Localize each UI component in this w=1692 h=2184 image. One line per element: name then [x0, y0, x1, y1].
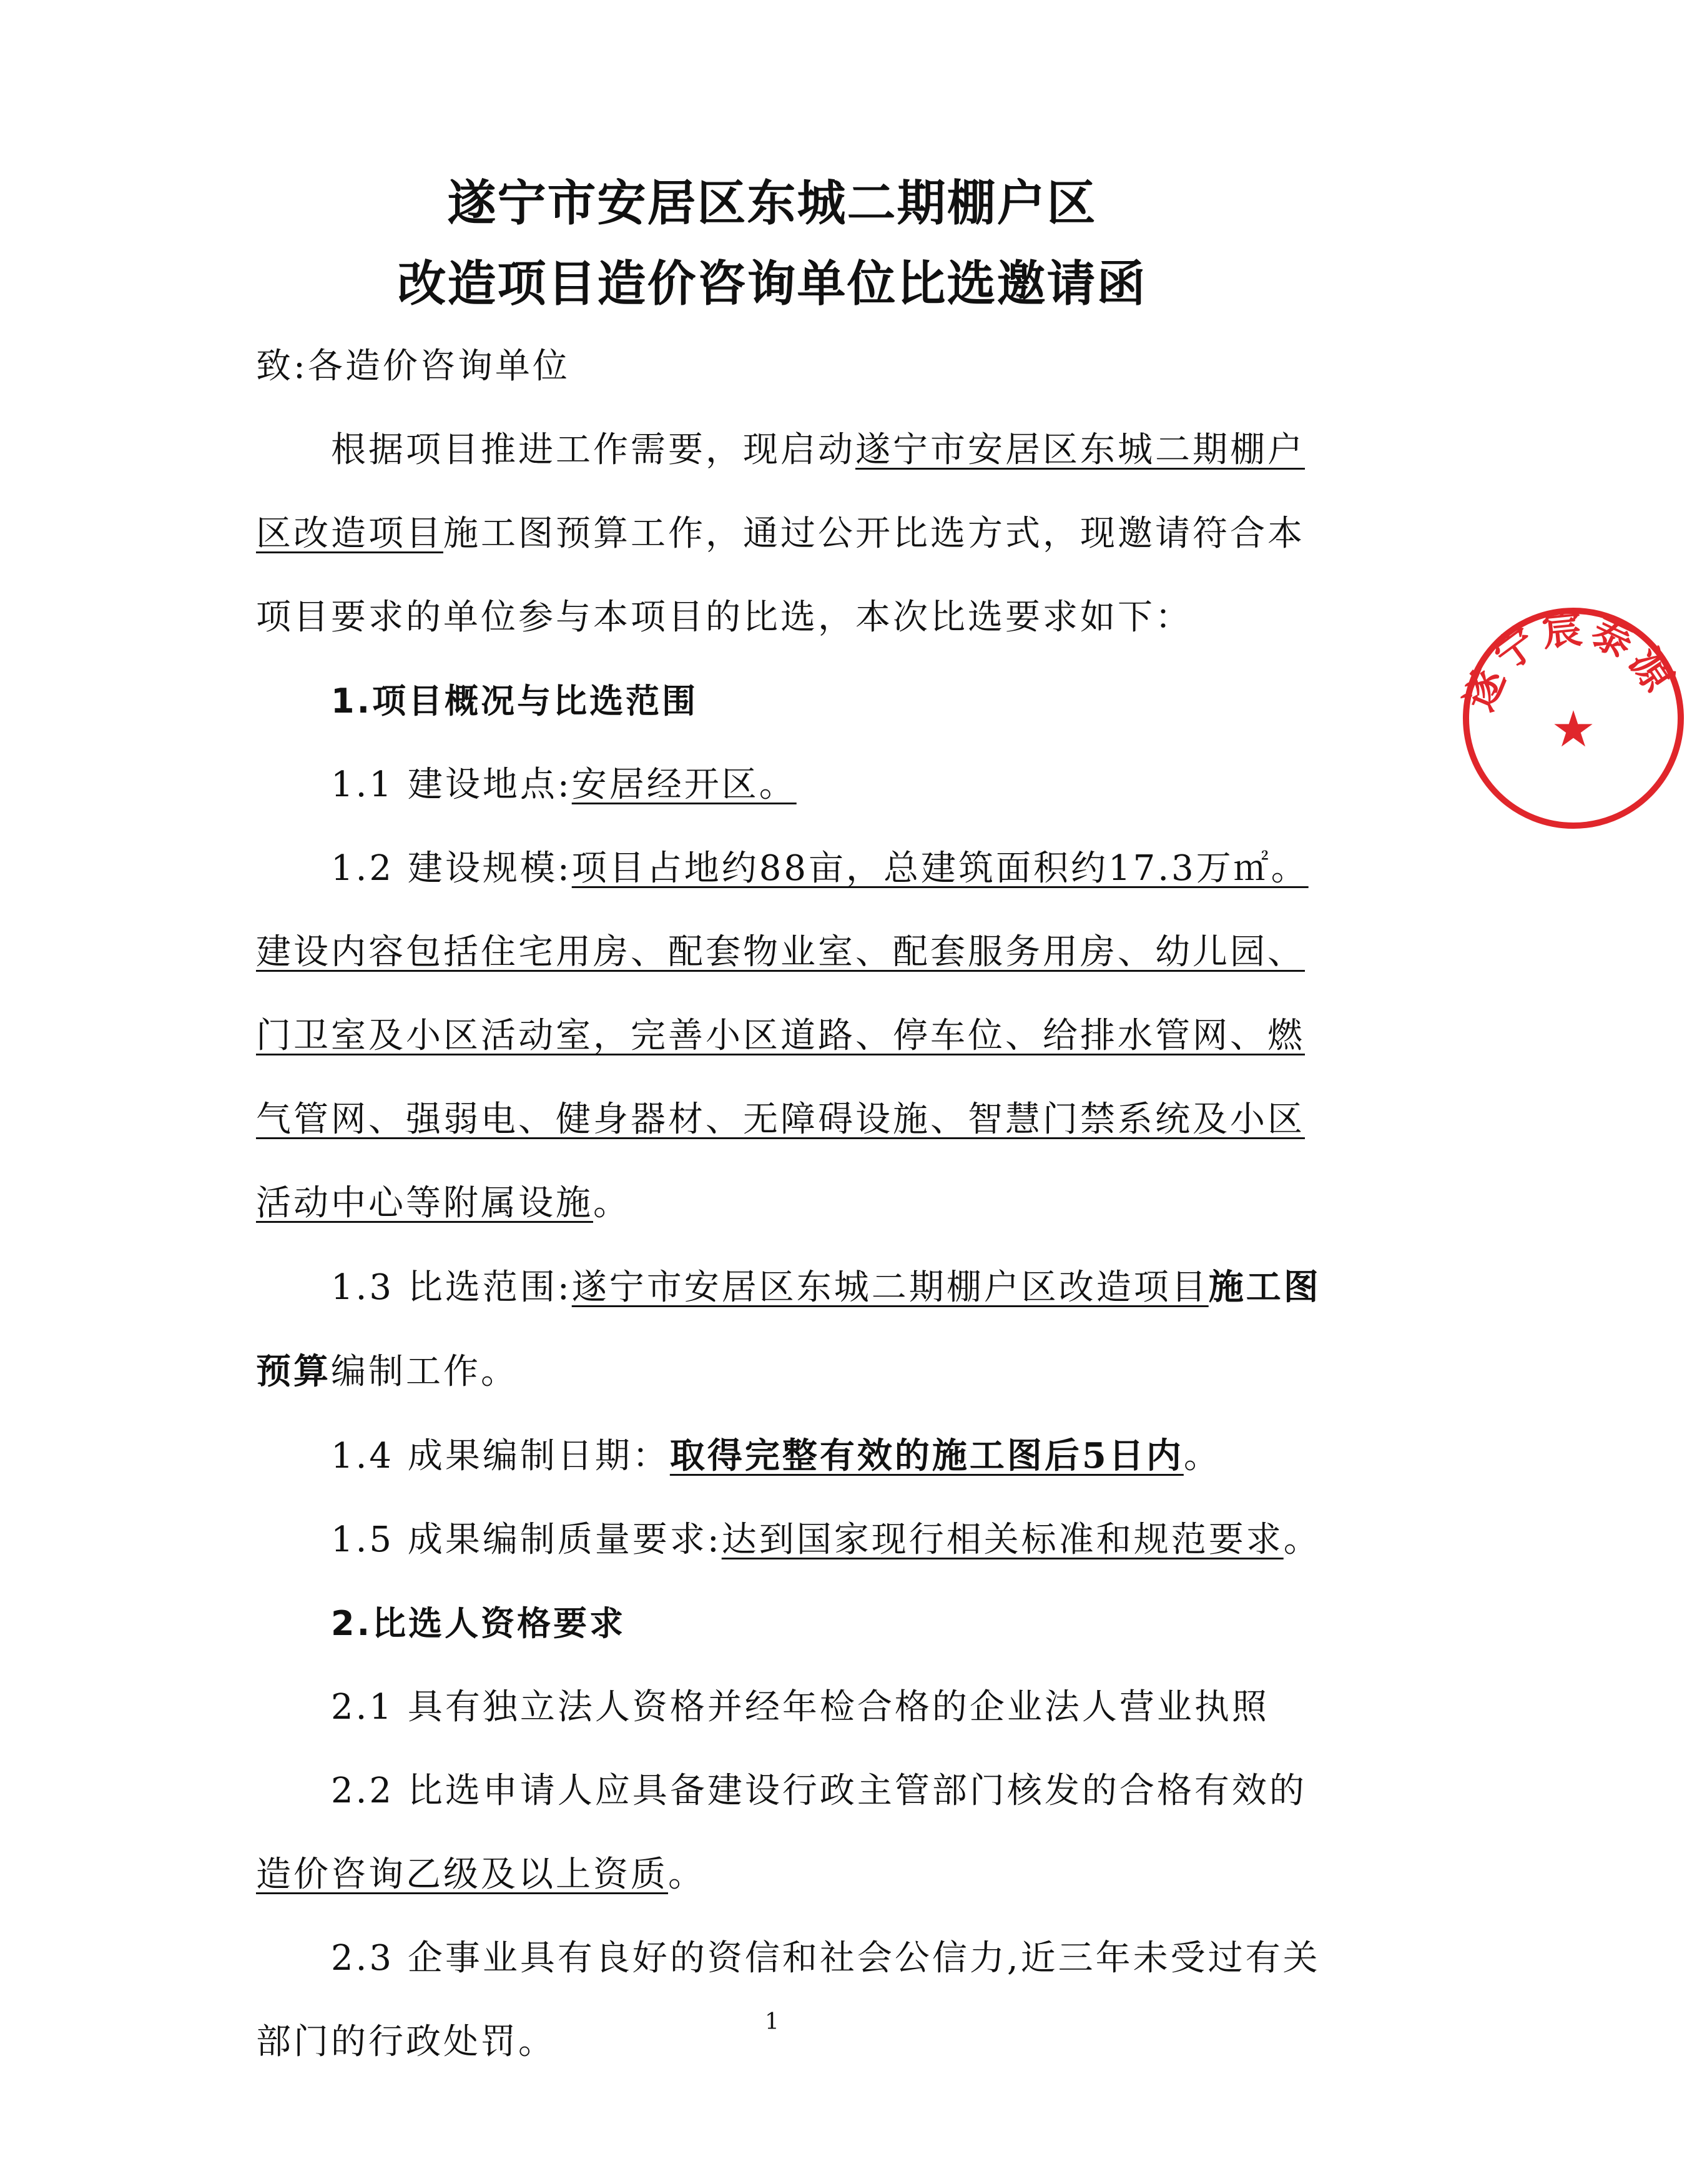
- item-2-3: 2.3 企事业具有良好的资信和社会公信力,近三年未受过有关部门的行政处罚。: [256, 1938, 1321, 2062]
- item-1-4-label: 1.4 成果编制日期：: [331, 1436, 670, 1476]
- item-1-3-project: 遂宁市安居区东城二期棚户区改造项目: [571, 1267, 1209, 1308]
- item-1-1-label: 1.1 建设地点:: [331, 764, 572, 805]
- item-1-2-value: 项目占地约88亩，总建筑面积约17.3万㎡。建设内容包括住宅用房、配套物业室、配套服务用房、幼儿园、门卫室及小区活动室，完善小区道路、停车位、给排水管网、燃气管网、强弱电、健身器材、无障碍设施、智慧门禁系统及小区活动中心等附属设施: [256, 848, 1309, 1223]
- item-2-1: 2.1 具有独立法人资格并经年检合格的企业法人营业执照: [331, 1687, 1269, 1727]
- item-1-2-label: 1.2 建设规模:: [331, 848, 572, 889]
- item-1-3-bold: 施工图预算: [256, 1267, 1321, 1392]
- intro-text-2: 施工图预算工作，通过公开比选方式，现邀请符合本项目要求的单位参与本项目的比选，本次比选要求如下：: [256, 513, 1305, 638]
- item-1-4: [256, 1414, 1336, 1498]
- section-1-heading-row: [256, 660, 1336, 743]
- letter-body: [256, 408, 1336, 2084]
- item-1-2: [256, 827, 1336, 1245]
- item-1-1-value: 安居经开区。: [571, 764, 797, 805]
- item-1-3-label: 1.3 比选范围:: [331, 1267, 572, 1308]
- item-1-5-value: 达到国家现行相关标准和规范要求: [721, 1519, 1284, 1560]
- item-2-2: [256, 1749, 1336, 1917]
- item-1-1: [256, 743, 1336, 827]
- intro-project-name: 遂宁市安居区东城二期棚户区改造项目: [256, 430, 1305, 554]
- intro-text-1: 根据项目推进工作需要，现启动: [331, 430, 855, 470]
- svg-text:遂宁宸泰源: 遂宁宸泰源: [1456, 605, 1684, 718]
- section-1-heading: 1.项目概况与比选范围: [331, 681, 699, 721]
- item-2-2-text: 2.2 比选申请人应具备建设行政主管部门核发的合格有效的: [331, 1771, 1307, 1811]
- item-1-2-tail: 。: [593, 1183, 631, 1223]
- section-2-heading-row: [256, 1582, 1336, 1666]
- section-2-heading: 2.比选人资格要求: [331, 1604, 626, 1643]
- item-1-5-label: 1.5 成果编制质量要求:: [331, 1519, 722, 1560]
- item-2-2-qualification: 造价咨询乙级及以上资质: [256, 1854, 668, 1895]
- salutation: 致:各造价咨询单位: [256, 346, 570, 387]
- item-1-5-tail: 。: [1283, 1519, 1321, 1560]
- item-1-3: [256, 1245, 1336, 1414]
- document-title-line-2: 改造项目造价咨询单位比选邀请函: [397, 256, 1147, 312]
- item-1-4-tail: 。: [1183, 1436, 1221, 1476]
- svg-text:★: ★: [1551, 700, 1596, 758]
- page-number: 1: [765, 2009, 779, 2035]
- item-1-3-tail: 编制工作。: [331, 1351, 518, 1392]
- company-seal: [1455, 600, 1692, 837]
- item-2-2-tail: 。: [668, 1854, 706, 1895]
- intro-paragraph: [256, 408, 1336, 660]
- document-title-line-1: 遂宁市安居区东城二期棚户区: [447, 175, 1097, 232]
- item-1-5: [256, 1498, 1336, 1582]
- item-1-4-value: 取得完整有效的施工图后5日内: [669, 1435, 1184, 1476]
